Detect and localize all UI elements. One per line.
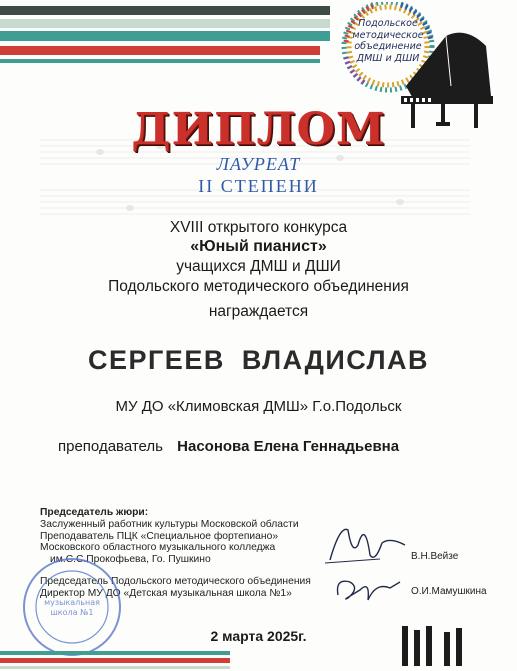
piano-keys-corner: [392, 618, 512, 668]
contest-organizer: Подольского методического объединения: [108, 278, 409, 295]
contest-participants: учащихся ДМШ и ДШИ: [176, 258, 341, 275]
bottom-stripe-red: [0, 658, 230, 663]
jury-line-1: Заслуженный работник культуры Московской области: [40, 518, 299, 530]
jury-signature: [320, 515, 410, 570]
logo-line-4: ДМШ и ДШИ: [356, 52, 420, 64]
jury-heading: Председатель жюри:: [40, 507, 149, 518]
svg-text:музыкальная: музыкальная: [44, 598, 100, 607]
teacher-name: Насонова Елена Геннадьевна: [177, 438, 400, 455]
jury-signer-name: В.Н.Вейзе: [411, 551, 459, 562]
chair-line-2: Директор МУ ДО «Детская музыкальная школа №1»: [40, 587, 292, 599]
svg-text:школа №1: школа №1: [50, 608, 94, 617]
teacher-line: [58, 438, 498, 455]
school-stamp: [15, 555, 130, 660]
top-stripe-light: [0, 19, 330, 28]
school-name: МУ ДО «Климовская ДМШ» Г.о.Подольск: [115, 398, 402, 415]
top-stripe-red: [0, 46, 320, 55]
laureate-label: ЛАУРЕАТ: [216, 154, 301, 174]
logo-line-1: Подольское: [358, 18, 418, 29]
awarded-label: награждается: [208, 303, 309, 320]
top-stripe-teal: [0, 31, 330, 41]
chair-signer-name: О.И.Мамушкина: [411, 586, 487, 597]
top-stripe-dark: [0, 6, 330, 15]
chair-signature: [330, 570, 405, 610]
logo-line-2: методическое: [352, 29, 424, 41]
recipient-name: СЕРГЕЕВ ВЛАДИСЛАВ: [87, 345, 430, 375]
bottom-stripe-teal: [0, 651, 230, 655]
contest-number: XVIII открытого конкурса: [169, 219, 348, 236]
teacher-label: преподаватель: [58, 438, 163, 455]
bottom-stripe-light: [0, 666, 230, 669]
laureate-degree: II СТЕПЕНИ: [198, 176, 319, 196]
jury-line-3: Московского областного музыкального колледжа: [40, 542, 276, 554]
top-stripe-teal-thin: [0, 59, 320, 63]
chair-line-1: Председатель Подольского методического объединения: [40, 576, 311, 587]
award-date: 2 марта 2025г.: [210, 628, 307, 644]
contest-name: «Юный пианист»: [190, 238, 327, 255]
jury-line-2: Преподаватель ПЦК «Специальное фортепиано»: [40, 530, 279, 542]
diploma-title: ДИПЛОМ: [131, 104, 386, 155]
jury-line-4: им.С.С.Прокофьева, Го. Пушкино: [50, 554, 211, 566]
logo-line-3: объединение: [354, 41, 422, 52]
